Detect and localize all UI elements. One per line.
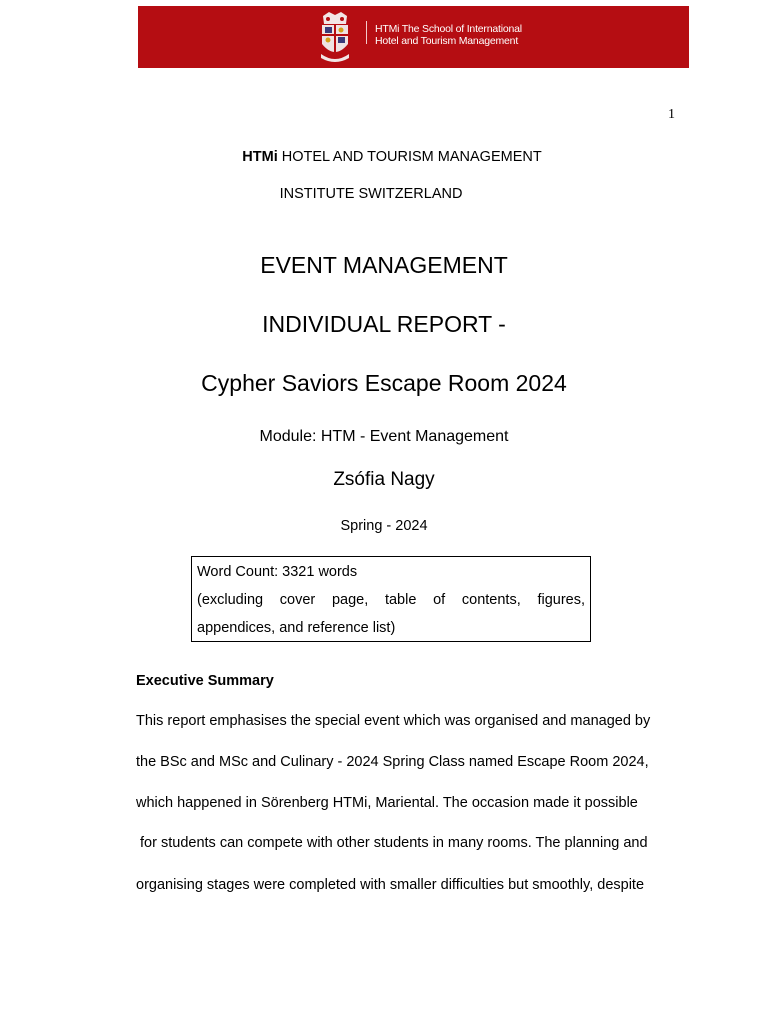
banner-line-1: HTMi The School of International bbox=[375, 23, 522, 35]
summary-line: organising stages were completed with smaller difficulties but smoothly, despite bbox=[136, 877, 645, 893]
summary-line: which happened in Sörenberg HTMi, Mariental. The occasion made it possible bbox=[136, 795, 638, 811]
report-title-line-3: Cypher Saviors Escape Room 2024 bbox=[201, 370, 567, 396]
banner-school-name bbox=[375, 23, 522, 47]
school-crest-logo bbox=[319, 10, 351, 64]
word-count-line-1: Word Count: 3321 words bbox=[197, 564, 358, 580]
word-count-box bbox=[191, 556, 591, 642]
word-count-line-2: (excluding cover page, table of contents, figures, bbox=[197, 592, 585, 608]
term: Spring - 2024 bbox=[340, 518, 428, 534]
institute-name-line-1 bbox=[8, 149, 768, 165]
module-name: Module: HTM - Event Management bbox=[259, 428, 509, 445]
word-count-line-3: appendices, and reference list) bbox=[197, 620, 396, 636]
report-title-line-1: EVENT MANAGEMENT bbox=[260, 252, 508, 278]
executive-summary-heading: Executive Summary bbox=[136, 673, 274, 689]
summary-line: This report emphasises the special event which was organised and managed by bbox=[136, 713, 651, 729]
banner-divider bbox=[366, 21, 367, 44]
banner-line-2: Hotel and Tourism Management bbox=[375, 35, 519, 47]
report-title-line-2: INDIVIDUAL REPORT - bbox=[262, 311, 506, 337]
summary-line: the BSc and MSc and Culinary - 2024 Spring Class named Escape Room 2024, bbox=[136, 754, 649, 770]
author-name: Zsófia Nagy bbox=[333, 469, 435, 490]
summary-line: for students can compete with other students in many rooms. The planning and bbox=[136, 835, 648, 851]
header-banner bbox=[138, 6, 689, 68]
institute-name-rest: HOTEL AND TOURISM MANAGEMENT bbox=[281, 149, 542, 165]
institute-name-line-2: INSTITUTE SWITZERLAND bbox=[279, 186, 463, 202]
page-number: 1 bbox=[668, 107, 675, 122]
institute-short-name: HTMi bbox=[242, 149, 278, 165]
